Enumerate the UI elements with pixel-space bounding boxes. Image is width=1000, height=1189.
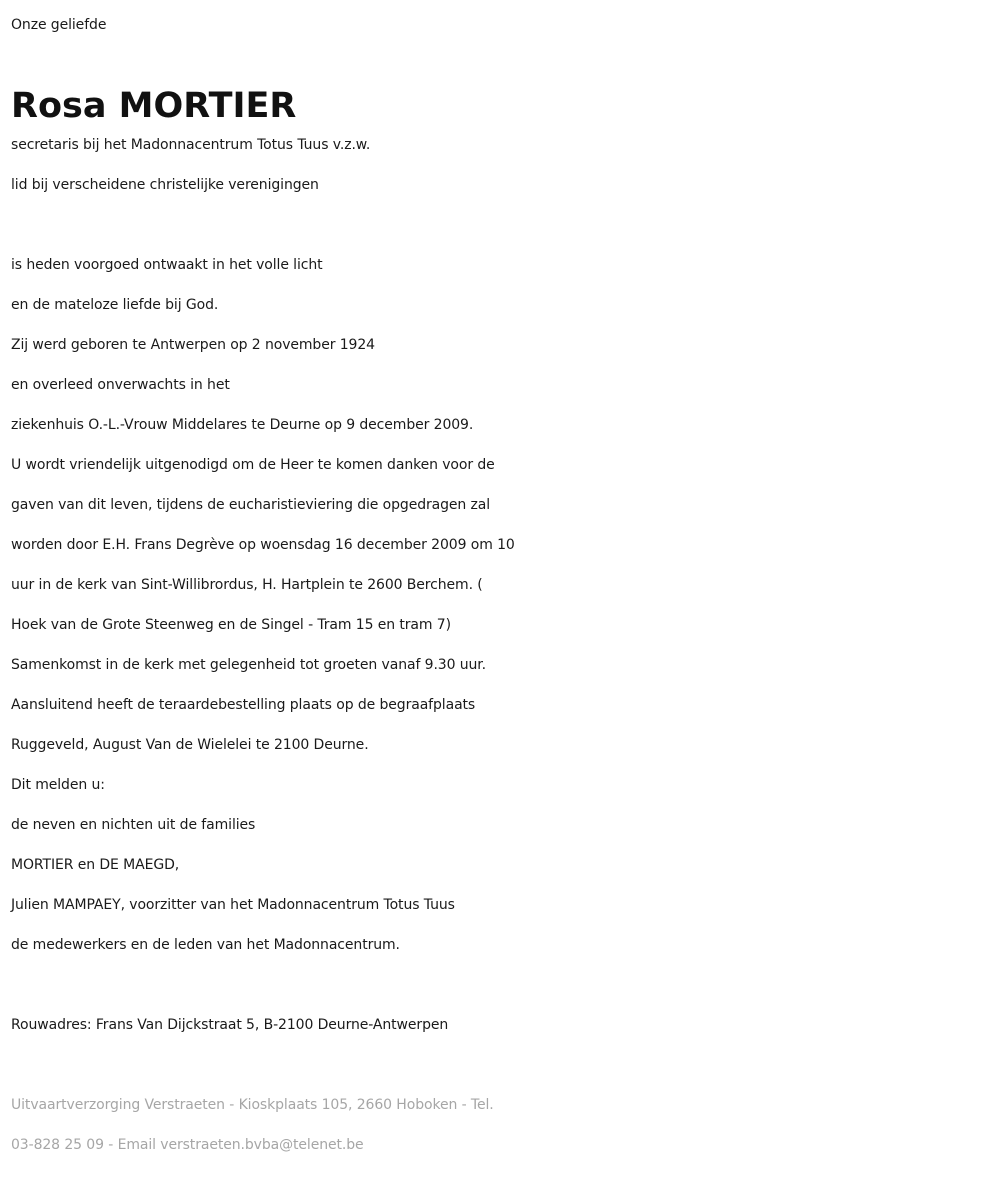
body-line: worden door E.H. Frans Degrève op woensdag 16 december 2009 om 10 [11, 537, 515, 553]
body-line: Ruggeveld, August Van de Wielelei te 2100 Deurne. [11, 737, 369, 753]
role-line: secretaris bij het Madonnacentrum Totus Tuus v.z.w. [11, 137, 371, 153]
funeral-home-footer [11, 1085, 991, 1165]
body-line: gaven van dit leven, tijdens de eucharistieviering die opgedragen zal [11, 497, 491, 513]
body-line: Hoek van de Grote Steenweg en de Singel - Tram 15 en tram 7) [11, 617, 451, 633]
mourning-address: Rouwadres: Frans Van Dijckstraat 5, B-2100 Deurne-Antwerpen [11, 1017, 449, 1033]
body-line: Aansluitend heeft de teraardebestelling plaats op de begraafplaats [11, 697, 476, 713]
intro-text: Onze geliefde [11, 17, 107, 33]
body-line: en de mateloze liefde bij God. [11, 297, 219, 313]
obituary-notice [11, 5, 991, 1165]
body-line: is heden voorgoed ontwaakt in het volle licht [11, 257, 323, 273]
body-line: en overleed onverwachts in het [11, 377, 230, 393]
obituary-body [11, 245, 991, 965]
body-line: Zij werd geboren te Antwerpen op 2 november 1924 [11, 337, 375, 353]
body-line: ziekenhuis O.-L.-Vrouw Middelares te Deurne op 9 december 2009. [11, 417, 474, 433]
role-line: lid bij verscheidene christelijke verenigingen [11, 177, 319, 193]
footer-line: Uitvaartverzorging Verstraeten - Kioskplaats 105, 2660 Hoboken - Tel. [11, 1097, 494, 1113]
spacer [11, 965, 991, 1005]
body-line: Julien MAMPAEY, voorzitter van het Madonnacentrum Totus Tuus [11, 897, 455, 913]
body-line: Samenkomst in de kerk met gelegenheid tot groeten vanaf 9.30 uur. [11, 657, 487, 673]
body-line: uur in de kerk van Sint-Willibrordus, H. Hartplein te 2600 Berchem. ( [11, 577, 483, 593]
spacer [11, 1045, 991, 1085]
body-line: de neven en nichten uit de families [11, 817, 256, 833]
roles-list [11, 125, 991, 205]
body-line: Dit melden u: [11, 777, 105, 793]
body-line: de medewerkers en de leden van het Madonnacentrum. [11, 937, 400, 953]
deceased-name: Rosa MORTIER [11, 86, 297, 126]
spacer [11, 205, 991, 245]
body-line: U wordt vriendelijk uitgenodigd om de Heer te komen danken voor de [11, 457, 495, 473]
body-line: MORTIER en DE MAEGD, [11, 857, 180, 873]
footer-line: 03-828 25 09 - Email verstraeten.bvba@telenet.be [11, 1137, 364, 1153]
